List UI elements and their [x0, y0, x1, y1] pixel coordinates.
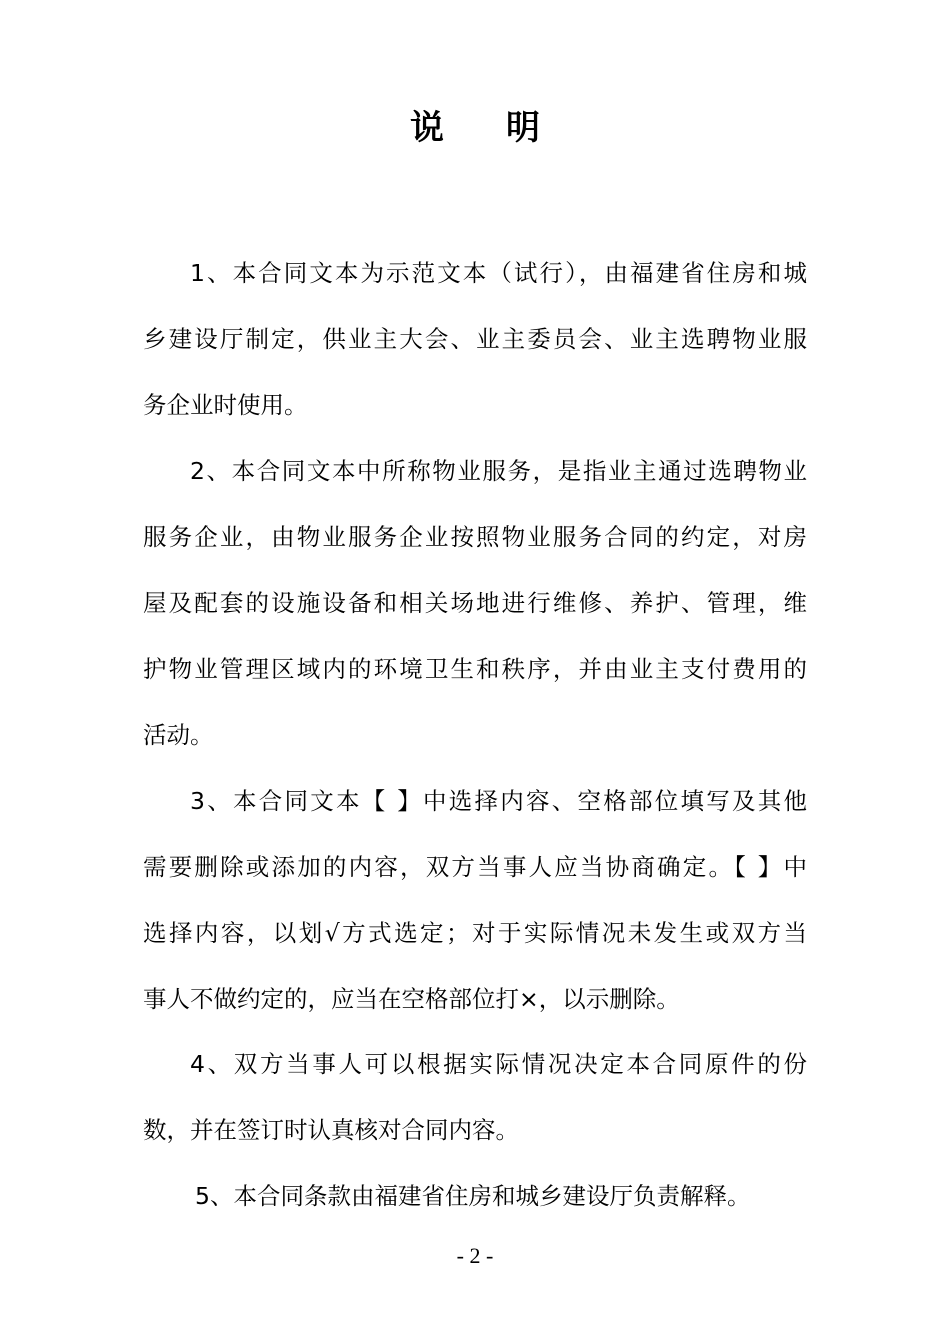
paragraph-1-line-1: 1、本合同文本为示范文本（试行），由福建省住房和城 [190, 259, 807, 287]
paragraph-1-line-2: 乡建设厅制定，供业主大会、业主委员会、业主选聘物业服 [143, 325, 807, 353]
page-title [0, 100, 950, 149]
paragraph-3-line-3: 选择内容，以划√方式选定；对于实际情况未发生或双方当 [143, 919, 807, 947]
paragraph-2-line-4: 护物业管理区域内的环境卫生和秩序，并由业主支付费用的 [143, 655, 807, 683]
title-char-2: 明 [506, 108, 540, 148]
paragraph-2-line-2: 服务企业，由物业服务企业按照物业服务合同的约定，对房 [143, 523, 807, 551]
paragraph-1-line-3: 务企业时使用。 [143, 391, 308, 419]
paragraph-5-line-1: 5、本合同条款由福建省住房和城乡建设厅负责解释。 [195, 1182, 751, 1210]
paragraph-2-line-5: 活动。 [143, 721, 214, 749]
paragraph-2-line-1: 2、本合同文本中所称物业服务，是指业主通过选聘物业 [190, 457, 807, 485]
paragraph-3-line-1: 3、本合同文本【 】中选择内容、空格部位填写及其他 [190, 787, 807, 815]
paragraph-4-line-1: 4、双方当事人可以根据实际情况决定本合同原件的份 [190, 1050, 807, 1078]
page-number: - 2 - [456, 1243, 494, 1268]
paragraph-4-line-2: 数，并在签订时认真核对合同内容。 [143, 1116, 519, 1144]
title-char-1: 说 [410, 108, 444, 148]
paragraph-3-line-2: 需要删除或添加的内容，双方当事人应当协商确定。【 】中 [143, 853, 807, 881]
paragraph-2-line-3: 屋及配套的设施设备和相关场地进行维修、养护、管理，维 [143, 589, 807, 617]
paragraph-3-line-4: 事人不做约定的，应当在空格部位打×，以示删除。 [143, 985, 680, 1013]
